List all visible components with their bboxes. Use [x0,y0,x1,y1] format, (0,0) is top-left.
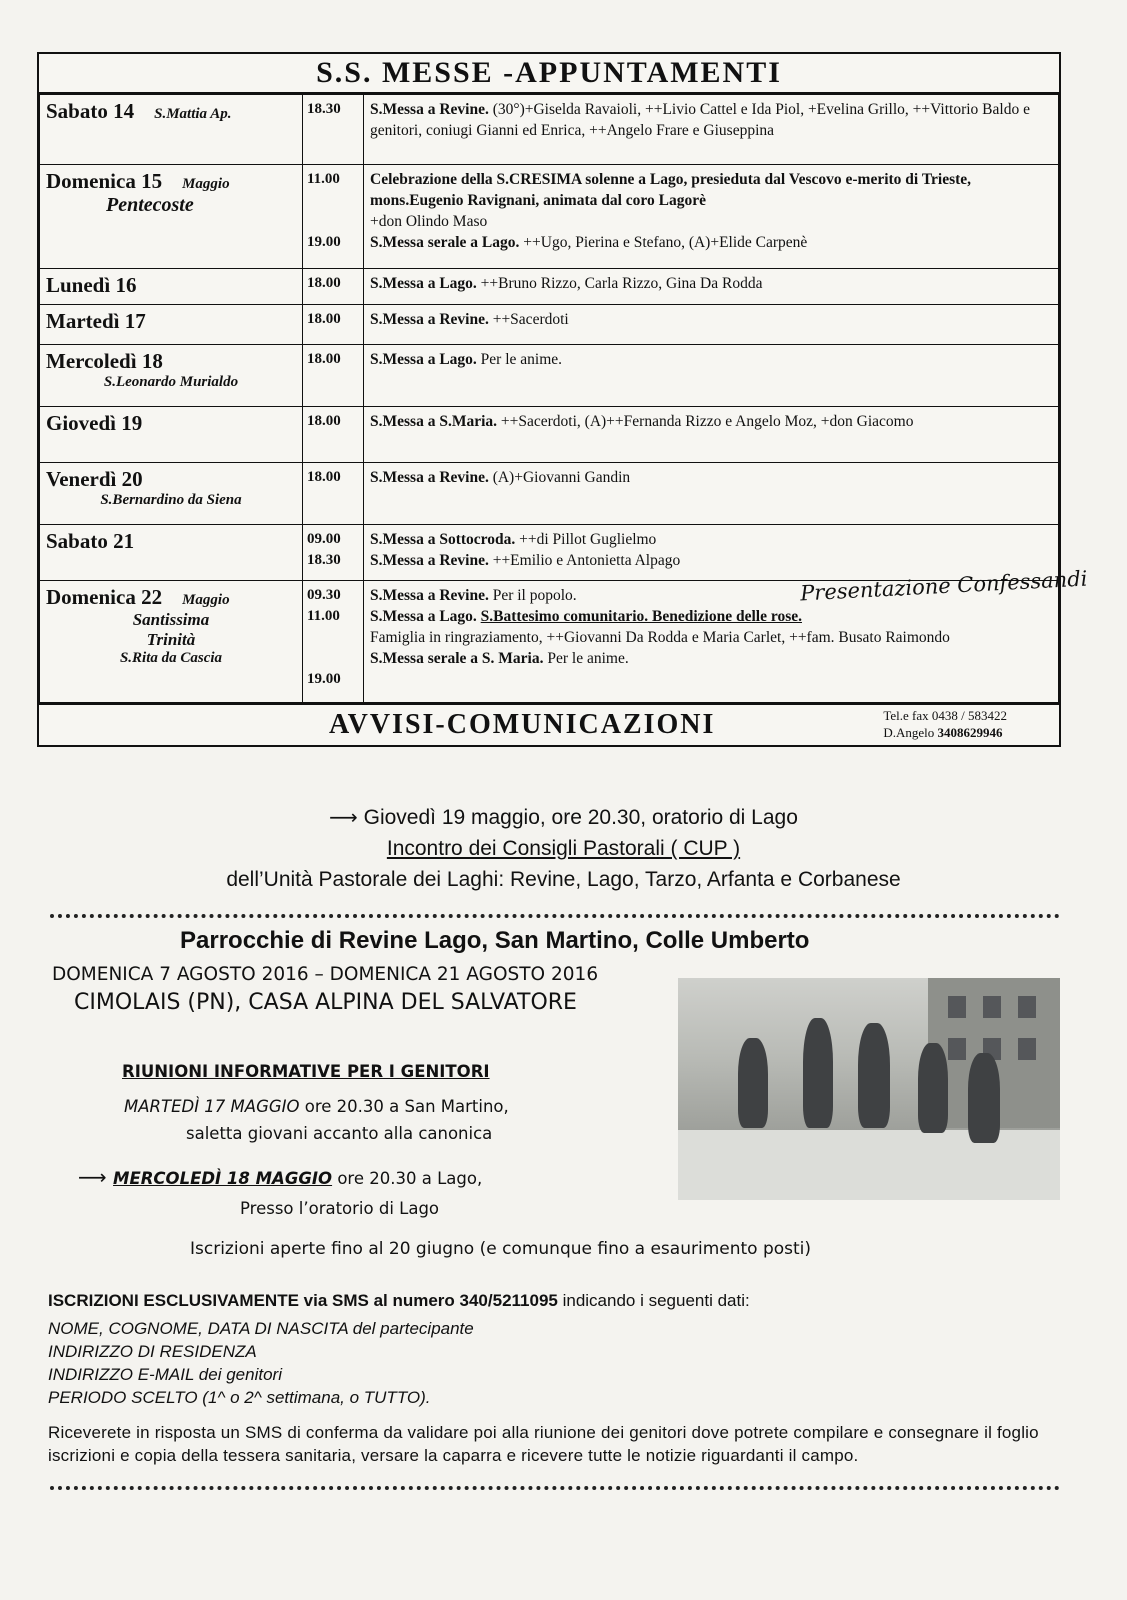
mass-time: 09.30 [307,587,341,603]
mass-line: S.Messa a Sottocroda. ++di Pillot Guglielmo [370,531,657,548]
mass-time: 18.30 [307,552,341,568]
contact-info [883,707,1007,741]
mass-line: S.Messa a Revine. (30°)+Giselda Ravaioli, ++Livio Cattel e Ida Piol, +Evelina Grillo, ++Vittorio Baldo e genitori, coniugi Gianni ed Enrica, ++Angelo Frare e Giuseppina [370,101,1030,139]
day-name: Sabato 21 [46,529,135,553]
confirmation-note: Riceverete in risposta un SMS di conferma da validare poi alla riunione dei genitori dove potrete compilare e consegnare il foglio iscrizioni e copia della tessera sanitaria, versare la caparra e ricevere tutte le notizie riguardanti il campo. [48,1423,1039,1465]
day-name: Sabato 14 [46,99,135,123]
mass-time: 11.00 [307,171,340,187]
mass-time: 18.00 [307,351,341,367]
sms-registration: ISCRIZIONI ESCLUSIVAMENTE via SMS al numero 340/5211095 indicando i seguenti dati: [48,1291,750,1310]
day-name: Giovedì 19 [46,411,143,435]
camp-photo [678,978,1060,1200]
table-row [40,407,1059,463]
table-row [40,165,1059,269]
day-name: Lunedì 16 [46,273,137,297]
camp-dates: DOMENICA 7 AGOSTO 2016 – DOMENICA 21 AGOSTO 2016 [52,964,599,985]
month-label: Maggio [182,176,230,192]
mass-line: S.Messa a Revine. ++Sacerdoti [370,311,569,328]
field-item: PERIODO SCELTO (1^ o 2^ settimana, o TUTTO). [48,1388,431,1407]
mass-time: 19.00 [307,234,341,250]
dotted-divider [50,914,1060,918]
table-row [40,305,1059,345]
table-row [40,269,1059,305]
field-item: INDIRIZZO DI RESIDENZA [48,1342,257,1361]
month-label: Maggio [182,592,230,608]
meeting-1: MARTEDÌ 17 MAGGIO ore 20.30 a San Martino, [124,1097,509,1116]
announcement-line3: dell’Unità Pastorale dei Laghi: Revine, Lago, Tarzo, Arfanta e Corbanese [226,868,901,891]
field-item: INDIRIZZO E-MAIL dei genitori [48,1365,282,1384]
dotted-divider [50,1486,1060,1490]
day-name: Domenica 15 [46,169,163,193]
saint-name: S.Bernardino da Siena [100,492,242,508]
mass-line: Celebrazione della S.CRESIMA solenne a Lago, presieduta dal Vescovo e-merito di Trieste, mons.Eugenio Ravignani, animata dal coro Lagorè +don Olindo Maso [370,171,972,230]
meeting-2: ⟶ MERCOLEDÌ 18 MAGGIO ore 20.30 a Lago, [78,1165,483,1189]
mass-time: 18.00 [307,311,341,327]
handwritten-note: Presentazione Confessandi [799,566,1088,606]
day-name: Mercoledì 18 [46,349,163,373]
camp-place: CIMOLAIS (PN), CASA ALPINA DEL SALVATORE [74,990,577,1015]
feast-name: Trinità [146,630,196,649]
mass-schedule [37,52,1061,747]
saint-name: S.Rita da Cascia [119,650,223,666]
announcement-line1: ⟶ Giovedì 19 maggio, ore 20.30, oratorio di Lago [329,806,798,829]
mass-time: 11.00 [307,608,340,624]
schedule-title: S.S. MESSE -APPUNTAMENTI [316,56,782,89]
schedule-title-bar [39,54,1059,94]
table-row [40,463,1059,525]
mass-time: 18.30 [307,101,341,117]
mass-time: 18.00 [307,469,341,485]
feast-name: Santissima [132,610,210,629]
saint-name: S.Mattia Ap. [154,106,232,122]
field-item: NOME, COGNOME, DATA DI NASCITA del partecipante [48,1319,474,1338]
day-name: Venerdì 20 [46,467,143,491]
mass-line: S.Messa serale a Lago. ++Ugo, Pierina e Stefano, (A)+Elide Carpenè [370,234,808,251]
mass-line: S.Messa a Revine. (A)+Giovanni Gandin [370,469,631,486]
announcement-line2: Incontro dei Consigli Pastorali ( CUP ) [386,837,741,860]
feast-name: Pentecoste [106,194,194,216]
mass-line: S.Messa a Lago. S.Battesimo comunitario. Benedizione delle rose. Famiglia in ringraziamento, ++Giovanni Da Rodda e Maria Carlet, ++fam. Busato Raimondo [370,608,950,646]
meeting-1-location: saletta giovani accanto alla canonica [186,1124,493,1143]
mass-line: S.Messa a Revine. ++Emilio e Antonietta Alpago [370,552,681,569]
mass-time: 18.00 [307,275,341,291]
day-name: Domenica 22 [46,585,163,609]
arrow-right-icon: ⟶ [78,1165,114,1189]
day-name: Martedì 17 [46,309,146,333]
mass-table [39,94,1059,703]
arrow-right-icon: ⟶ [329,807,358,829]
camp-title: Parrocchie di Revine Lago, San Martino, Colle Umberto [180,927,810,954]
mass-line: S.Messa a Lago. Per le anime. [370,351,563,368]
mass-line: S.Messa serale a S. Maria. Per le anime. [370,650,629,667]
parent-meetings-title: RIUNIONI INFORMATIVE PER I GENITORI [122,1062,490,1081]
contact-tel: Tel.e fax 0438 / 583422 [883,708,1007,723]
saint-name: S.Leonardo Murialdo [103,374,239,390]
mass-line: S.Messa a Revine. Per il popolo. [370,587,577,604]
mass-time: 09.00 [307,531,341,547]
contact-priest: D.Angelo 3408629946 [883,725,1003,740]
table-row [40,95,1059,165]
table-row [40,345,1059,407]
mass-line: S.Messa a S.Maria. ++Sacerdoti, (A)++Fernanda Rizzo e Angelo Moz, +don Giacomo [370,413,914,430]
avvisi-bar [39,703,1059,745]
meeting-2-location: Presso l’oratorio di Lago [240,1199,440,1218]
avvisi-title: AVVISI-COMUNICAZIONI [329,709,716,740]
mass-time: 19.00 [307,671,341,687]
registration-deadline: Iscrizioni aperte fino al 20 giugno (e comunque fino a esaurimento posti) [190,1239,812,1259]
table-row [40,525,1059,581]
mass-time: 18.00 [307,413,341,429]
mass-line: S.Messa a Lago. ++Bruno Rizzo, Carla Rizzo, Gina Da Rodda [370,275,763,292]
required-fields [48,1317,474,1409]
